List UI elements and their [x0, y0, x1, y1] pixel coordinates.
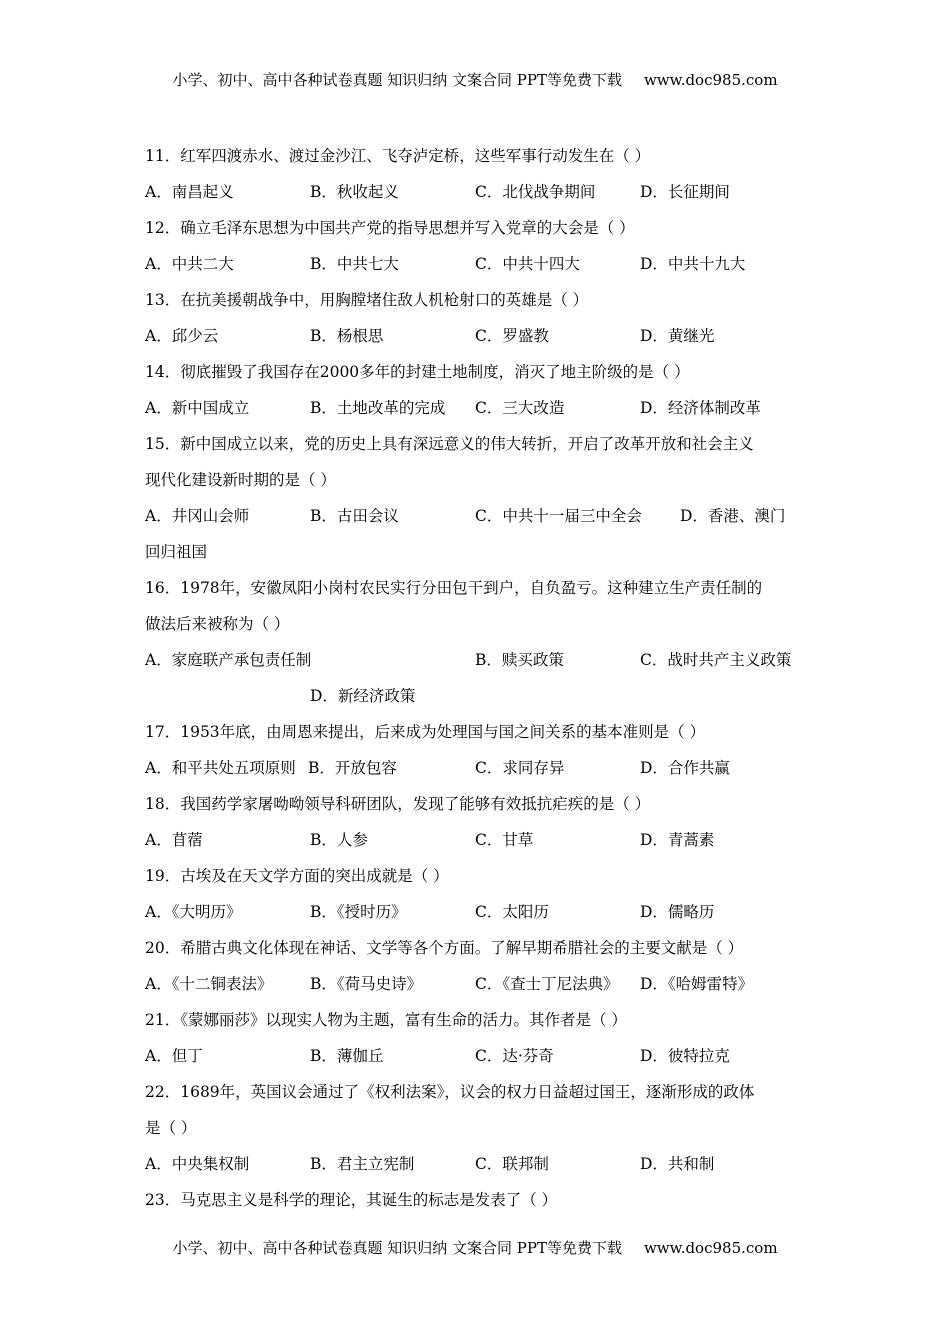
option-d: D．彼特拉克 — [640, 1047, 730, 1065]
option-row — [145, 252, 810, 288]
option-row — [145, 648, 810, 684]
option-a: A．南昌起义 — [145, 183, 234, 201]
option-b: B．薄伽丘 — [310, 1047, 384, 1065]
page-footer — [0, 1237, 950, 1258]
option-d: D．香港、澳门 — [680, 507, 786, 525]
header-text: 小学、初中、高中各种试卷真题 知识归纳 文案合同 PPT等免费下载 — [172, 71, 622, 89]
page-header — [0, 69, 950, 90]
question-stem: 14．彻底摧毁了我国存在2000多年的封建土地制度，消灭了地主阶级的是（ ） — [145, 363, 690, 381]
option-b: B．赎买政策 — [475, 651, 564, 669]
option-a: A．苜蓿 — [145, 831, 203, 849]
option-d: D．经济体制改革 — [640, 399, 761, 417]
option-row — [145, 1152, 810, 1188]
header-url[interactable]: www.doc985.com — [643, 71, 778, 89]
question-stem-continued: 现代化建设新时期的是（ ） — [145, 471, 336, 489]
option-row — [145, 396, 810, 432]
option-a: A．井冈山会师 — [145, 507, 250, 525]
question-stem-continued: 做法后来被称为（ ） — [145, 615, 290, 633]
option-c: C．三大改造 — [475, 399, 565, 417]
option-b: B．土地改革的完成 — [310, 399, 446, 417]
question-stem: 19．古埃及在天文学方面的突出成就是（ ） — [145, 867, 449, 885]
option-b: B．《授时历》 — [310, 903, 407, 921]
option-c: C．求同存异 — [475, 759, 565, 777]
option-b: B．《荷马史诗》 — [310, 975, 423, 993]
option-d: D．长征期间 — [640, 183, 730, 201]
option-c: C．中共十四大 — [475, 255, 580, 273]
option-row — [145, 1044, 810, 1080]
option-a: A．家庭联产承包责任制 — [145, 651, 312, 669]
option-c: C．中共十一届三中全会 — [475, 507, 642, 525]
footer-text: 小学、初中、高中各种试卷真题 知识归纳 文案合同 PPT等免费下载 — [172, 1239, 622, 1257]
option-row — [145, 972, 810, 1008]
option-row — [145, 324, 810, 360]
option-row — [145, 900, 810, 936]
question-stem: 21．《蒙娜丽莎》以现实人物为主题，富有生命的活力。其作者是（ ） — [145, 1011, 627, 1029]
option-a: A．《大明历》 — [145, 903, 242, 921]
question-stem: 13．在抗美援朝战争中，用胸膛堵住敌人机枪射口的英雄是（ ） — [145, 291, 589, 309]
option-d: D．青蒿素 — [640, 831, 715, 849]
option-a: A．新中国成立 — [145, 399, 250, 417]
question-stem: 15．新中国成立以来，党的历史上具有深远意义的伟大转折，开启了改革开放和社会主义 — [145, 435, 754, 453]
option-a: A．但丁 — [145, 1047, 203, 1065]
option-b: B．古田会议 — [310, 507, 399, 525]
option-b: B．秋收起义 — [310, 183, 399, 201]
option-row — [145, 828, 810, 864]
option-row — [145, 504, 810, 540]
option-c: C．甘草 — [475, 831, 534, 849]
option-d: D．儒略历 — [640, 903, 715, 921]
question-stem: 20．希腊古典文化体现在神话、文学等各个方面。了解早期希腊社会的主要文献是（ ） — [145, 939, 744, 957]
option-a: A．邱少云 — [145, 327, 219, 345]
option-d: D．合作共赢 — [640, 759, 730, 777]
option-d: D．《哈姆雷特》 — [640, 975, 754, 993]
option-d: D．共和制 — [640, 1155, 715, 1173]
option-c: C．达·芬奇 — [475, 1047, 554, 1065]
question-stem: 12．确立毛泽东思想为中国共产党的指导思想并写入党章的大会是（ ） — [145, 219, 635, 237]
option-b: B．人参 — [310, 831, 368, 849]
option-row — [145, 684, 810, 720]
option-d: D．新经济政策 — [310, 687, 416, 705]
question-stem: 18．我国药学家屠呦呦领导科研团队，发现了能够有效抵抗疟疾的是（ ） — [145, 795, 651, 813]
question-stem: 17．1953年底，由周恩来提出，后来成为处理国与国之间关系的基本准则是（ ） — [145, 723, 706, 741]
question-stem: 22．1689年，英国议会通过了《权利法案》，议会的权力日益超过国王，逐渐形成的政体 — [145, 1083, 755, 1101]
option-b: B．杨根思 — [310, 327, 384, 345]
question-list — [145, 144, 810, 1224]
question-stem: 16．1978年，安徽凤阳小岗村农民实行分田包干到户，自负盈亏。这种建立生产责任制的 — [145, 579, 763, 597]
option-a: A．中央集权制 — [145, 1155, 250, 1173]
option-c: C．北伐战争期间 — [475, 183, 596, 201]
footer-url[interactable]: www.doc985.com — [643, 1239, 778, 1257]
question-stem: 23．马克思主义是科学的理论，其诞生的标志是发表了（ ） — [145, 1191, 558, 1209]
option-c: C．罗盛教 — [475, 327, 549, 345]
option-d-continued: 回归祖国 — [145, 543, 208, 561]
option-c: C．《查士丁尼法典》 — [475, 975, 619, 993]
option-b: B．君主立宪制 — [310, 1155, 415, 1173]
option-b: B．开放包容 — [308, 759, 397, 777]
option-c: C．战时共产主义政策 — [640, 651, 792, 669]
option-a: A．中共二大 — [145, 255, 234, 273]
option-c: C．太阳历 — [475, 903, 549, 921]
option-row — [145, 180, 810, 216]
question-stem-continued: 是（ ） — [145, 1119, 197, 1137]
option-a: A．《十二铜表法》 — [145, 975, 273, 993]
option-d: D．中共十九大 — [640, 255, 746, 273]
option-a: A．和平共处五项原则 — [145, 759, 296, 777]
option-d: D．黄继光 — [640, 327, 715, 345]
option-b: B．中共七大 — [310, 255, 399, 273]
option-c: C．联邦制 — [475, 1155, 549, 1173]
option-row — [145, 756, 810, 792]
question-stem: 11．红军四渡赤水、渡过金沙江、飞夺泸定桥，这些军事行动发生在（ ） — [145, 147, 651, 165]
